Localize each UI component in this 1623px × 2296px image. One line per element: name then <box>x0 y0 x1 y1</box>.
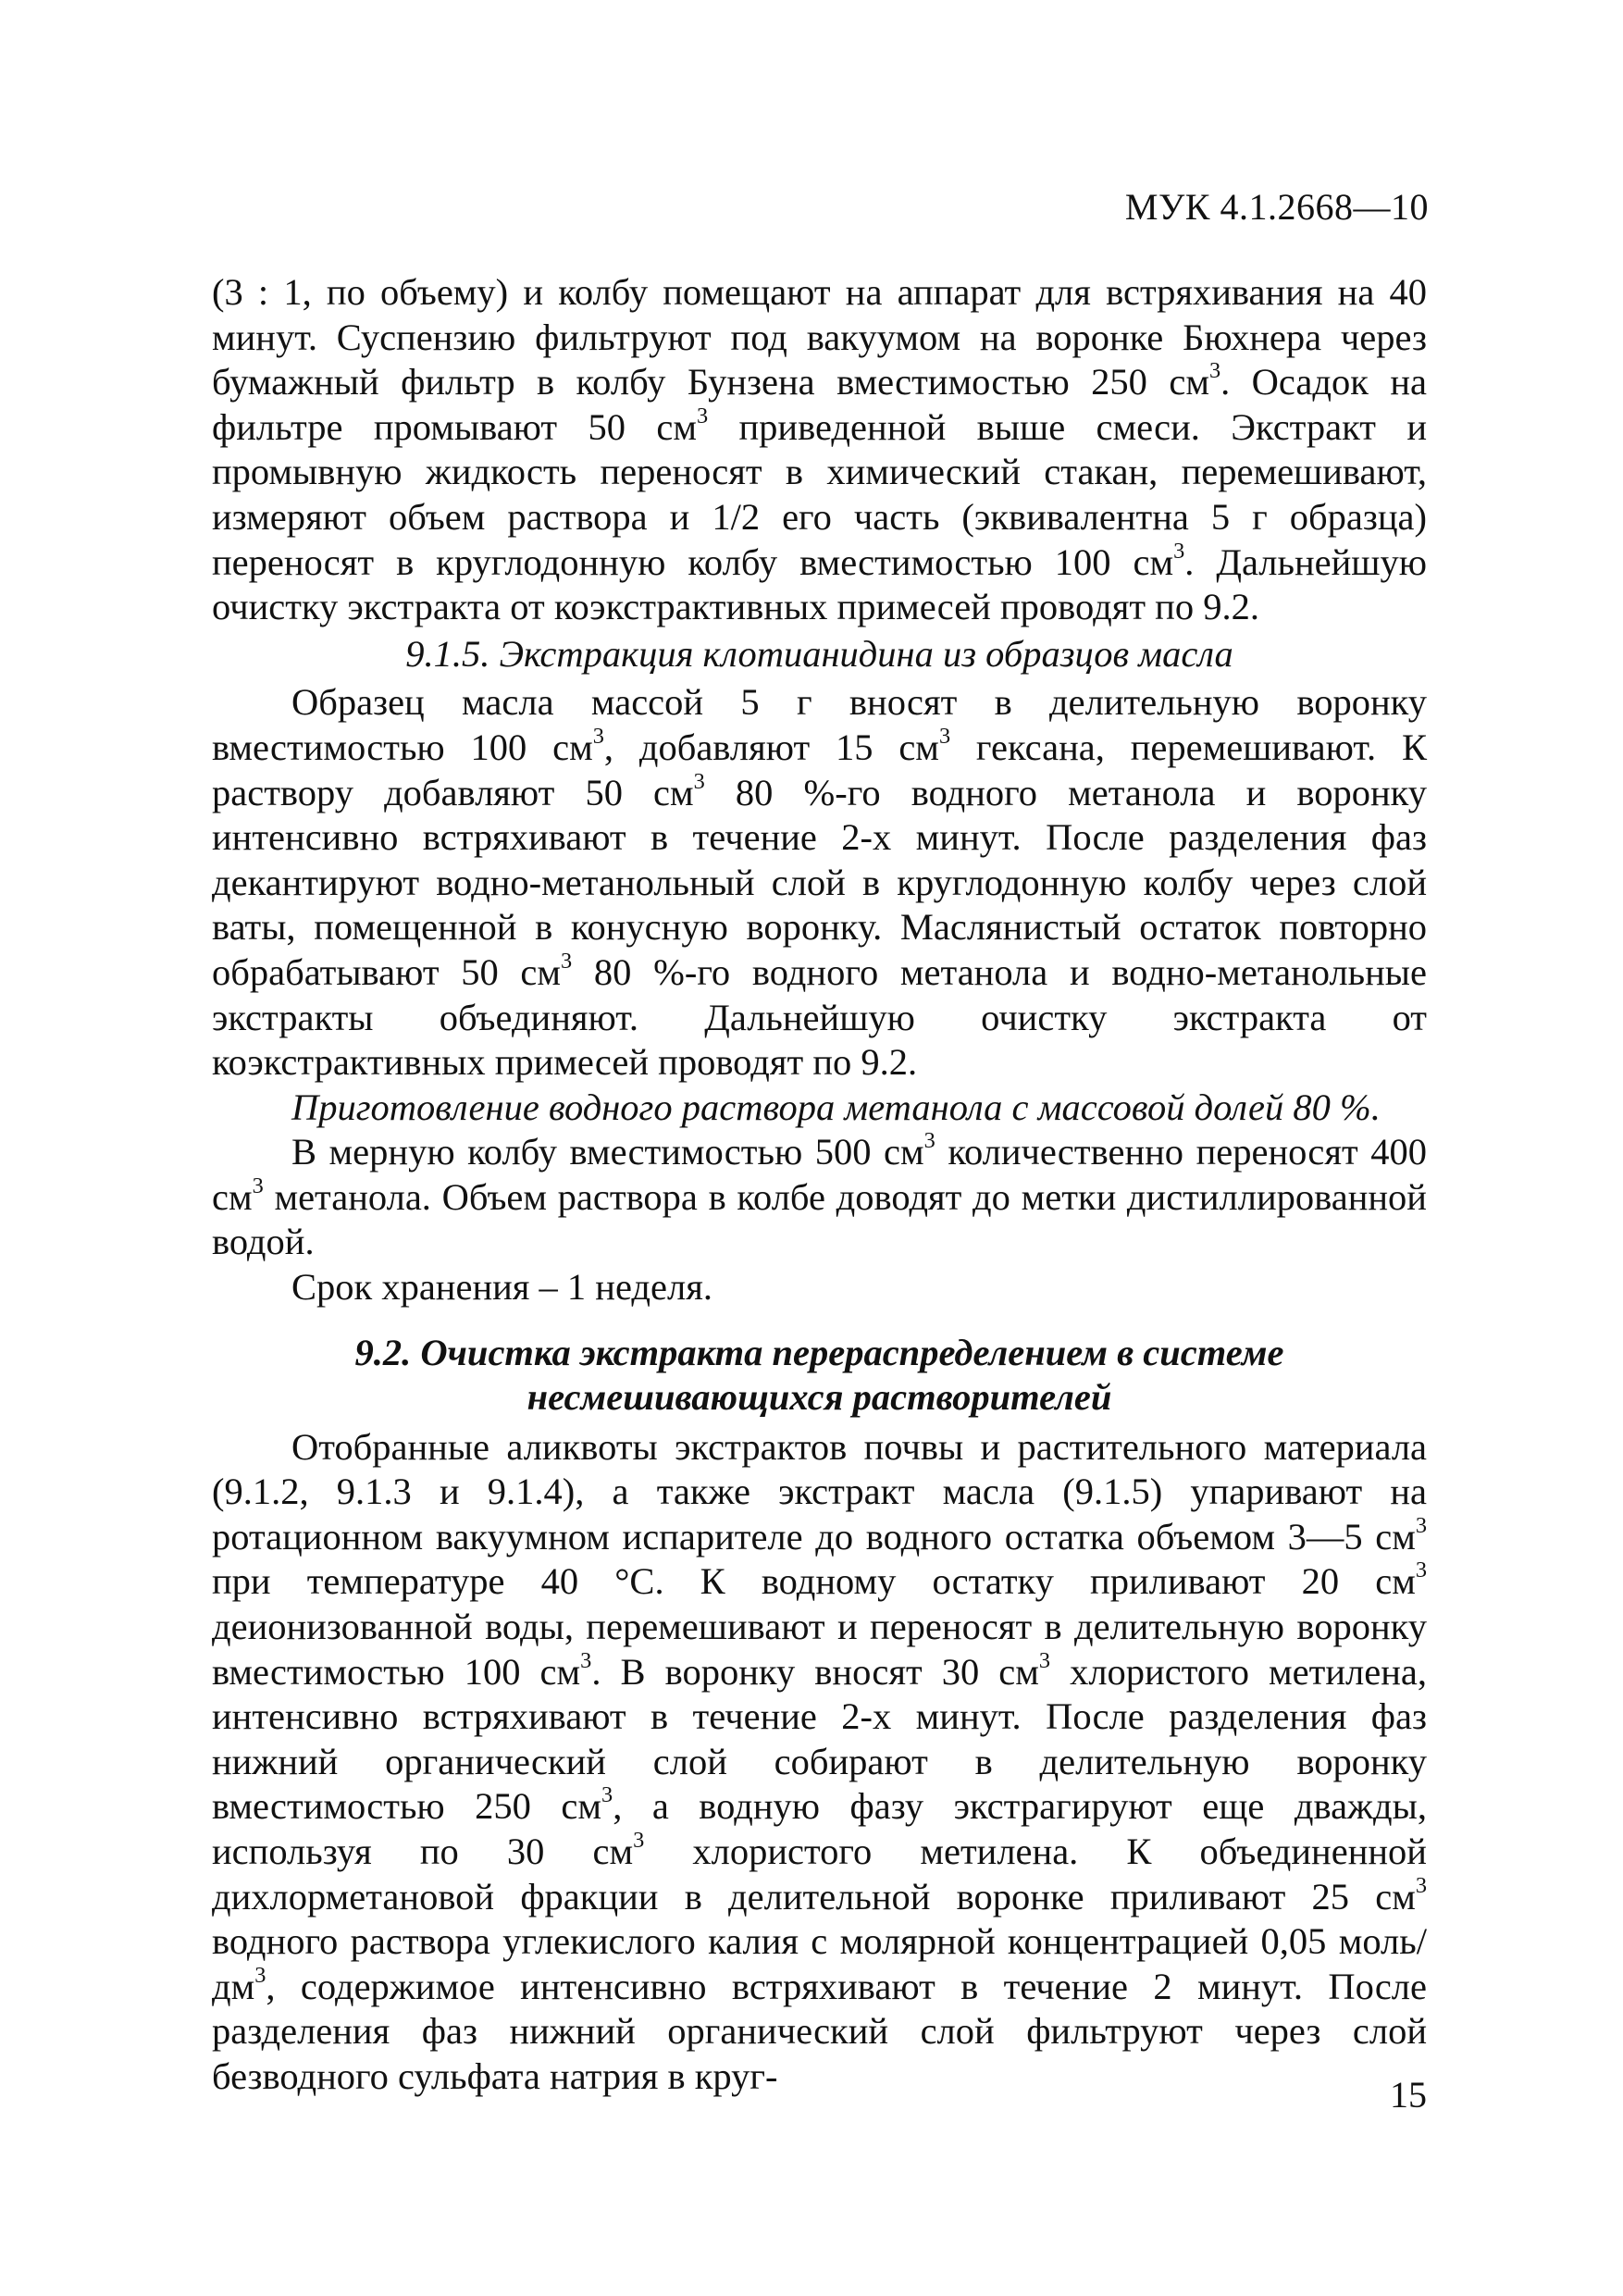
paragraph-9-1-5-oil-extraction: Образец масла массой 5 г вносят в делительную воронку вместимостью 100 $см^3$, добавляют 15 $см^3$ гексана, перемешивают. К раствору добавляют 50 $см^3$ 80 %-го водного метанола и воронку интенсивно встряхивают в течение 2-х минут. После разделения фаз декантируют водно-метанольный слой в круглодонную колбу через слой ваты, помещенной в конусную воронку. Маслянистый остаток повторно обрабатывают 50 $см^3$ 80 %-го водного метанола и водно-метанольные экстракты объединяют. Дальнейшую очистку экстракта от коэкстрактивных примесей проводят по 9.2. <box>212 681 1427 1084</box>
page-number: 15 <box>1390 2074 1427 2116</box>
methanol-preparation-heading: Приготовление водного раствора метанола с массовой долей 80 %. <box>291 1086 1381 1128</box>
document-code-header: МУК 4.1.2668—10 <box>1124 186 1429 228</box>
heading-9-1-5: 9.1.5. Экстракция клотианидина из образцов масла <box>405 632 1233 675</box>
page-content <box>212 270 1427 2100</box>
paragraph-9-1-4-continuation: (3 : 1, по объему) и колбу помещают на аппарат для встряхивания на 40 минут. Суспензию фильтруют под вакуумом на воронке Бюхнера через бумажный фильтр в колбу Бунзена вместимостью 250 $см^3$. Осадок на фильтре промывают 50 $см^3$ приведенной выше смеси. Экстракт и промывную жидкость переносят в химический стакан, перемешивают, измеряют объем раствора и 1/2 его часть (эквивалентна 5 г образца) переносят в круглодонную колбу вместимостью 100 $см^3$. Дальнейшую очистку экстракта от коэкстрактивных примесей проводят по 9.2. <box>212 271 1428 628</box>
section-title-9-2: 9.2. Очистка экстракта перераспределением в системе несмешивающихся растворителей <box>354 1331 1284 1418</box>
storage-period-text: Срок хранения – 1 неделя. <box>291 1266 712 1309</box>
paragraph-methanol-preparation: В мерную колбу вместимостью 500 $см^3$ количественно переносят 400 $см^3$ метанола. Объем раствора в колбе доводят до метки дистиллированной водой. <box>212 1128 1427 1263</box>
paragraph-9-2-purification: Отобранные аликвоты экстрактов почвы и растительного материала (9.1.2, 9.1.3 и 9.1.4), а также экстракт масла (9.1.5) упаривают на ротационном вакуумном испарителе до водного остатка объемом 3—5 $см^3$ при температуре 40 °С. К водному остатку приливают 20 $см^3$ деионизованной воды, перемешивают и переносят в делительную воронку вместимостью 100 $см^3$. В воронку вносят 30 $см^3$ хлористого метилена, интенсивно встряхивают в течение 2-х минут. После разделения фаз нижний органический слой собирают в делительную воронку вместимостью 250 $см^3$, а водную фазу экстрагируют еще дважды, используя по 30 $см^3$ хлористого метилена. К объединенной дихлорметановой фракции в делительной воронке приливают 25 $см^3$ водного раствора углекислого калия с молярной концентрацией 0,05 моль/$дм^3$, содержимое интенсивно встряхивают в течение 2 минут. После разделения фаз нижний органический слой фильтруют через слой безводного сульфата натрия в круг- <box>212 1425 1427 2097</box>
